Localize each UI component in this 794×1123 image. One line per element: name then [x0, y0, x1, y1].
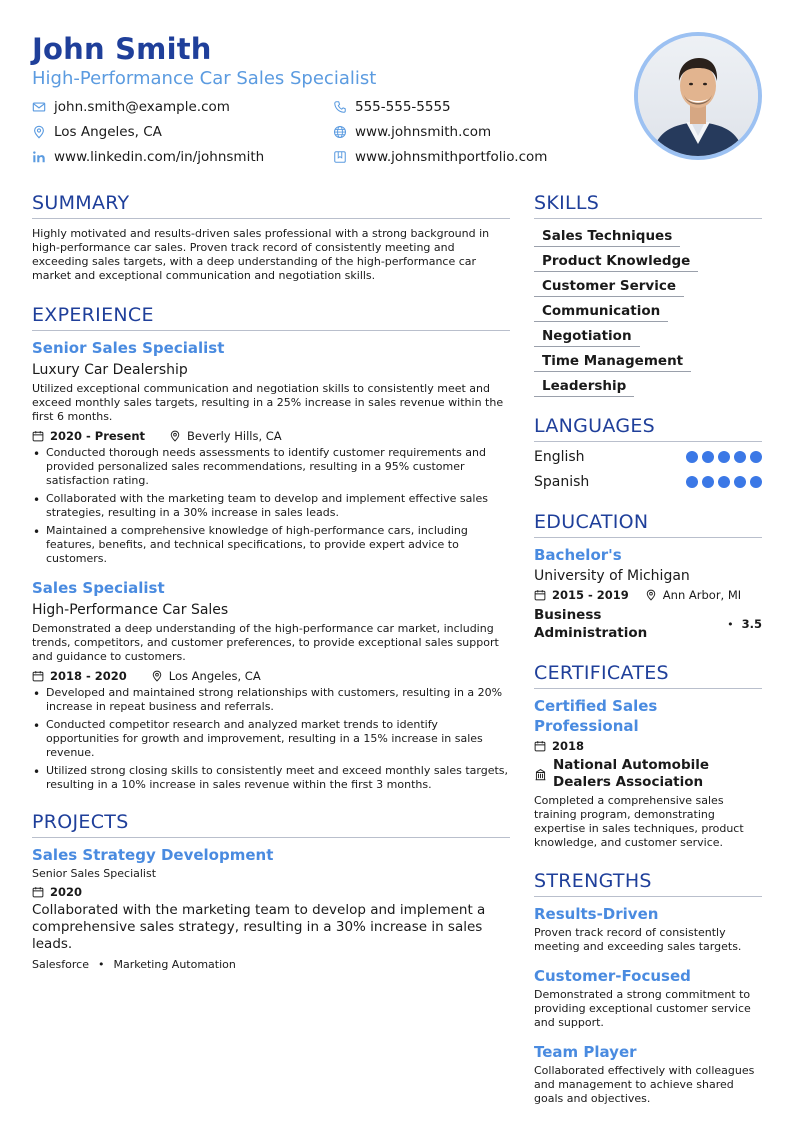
summary-text: Highly motivated and results-driven sales professional with a strong background in high-performance car sales. Proven track record of consistently meeting and exceeding sales targets, with a deep understanding of the high-performance car market and exceptional communication and negotiation skills. [32, 227, 490, 282]
experience-item [32, 578, 510, 792]
phone-icon [333, 100, 347, 114]
level-dot [750, 476, 762, 488]
linkedin-icon [32, 150, 46, 164]
skills-section [534, 190, 762, 397]
certificates-section [534, 660, 762, 850]
level-dot [686, 476, 698, 488]
experience-section [32, 302, 510, 792]
job-title: Senior Sales Specialist [32, 339, 225, 357]
job-meta [32, 428, 510, 444]
list-item: • Conducted competitor research and analyzed market trends to identify opportunities for growth and improvement, resulting in a 15% increase in sales revenue. [32, 718, 510, 760]
summary-section [32, 190, 510, 283]
website-text: www.johnsmith.com [355, 124, 492, 140]
language-level [686, 476, 762, 488]
strength-title: Team Player [534, 1043, 637, 1061]
skills-list [534, 225, 762, 397]
language-level [686, 451, 762, 463]
strengths-section [534, 868, 762, 1106]
language-name: English [534, 449, 585, 465]
project-meta [32, 884, 510, 900]
experience-item [32, 338, 510, 566]
calendar-icon [32, 430, 44, 442]
job-meta [32, 668, 510, 684]
certificate-title: Certified Sales Professional [534, 697, 658, 735]
summary-heading: SUMMARY [32, 190, 510, 219]
experience-heading: EXPERIENCE [32, 302, 510, 331]
globe-icon [333, 125, 347, 139]
map-pin-icon [645, 589, 657, 601]
list-item: • Maintained a comprehensive knowledge of high-performance cars, including features, benefits, and technical specifications, to provide expert advice to customers. [32, 524, 510, 566]
strength-item [534, 1042, 762, 1106]
calendar-icon [534, 740, 546, 752]
language-row [534, 473, 762, 491]
certificate-issuer-row [534, 757, 762, 791]
list-item: • Utilized strong closing skills to consistently meet and exceed monthly sales targets, resulting in a 10% increase in sales revenue within the first 3 months. [32, 764, 510, 792]
portfolio-icon [333, 150, 347, 164]
certificate-year: 2018 [552, 739, 585, 753]
calendar-icon [32, 670, 44, 682]
education-section [534, 509, 762, 642]
job-title: Sales Specialist [32, 579, 165, 597]
languages-section [534, 413, 762, 491]
location-text: Los Angeles, CA [54, 124, 162, 140]
list-item: • Conducted thorough needs assessments to identify customer requirements and provided personalized sales recommendations, resulting in a 95% customer satisfaction rating. [32, 446, 510, 488]
strength-title: Customer-Focused [534, 967, 691, 985]
project-tool: Marketing Automation [113, 958, 236, 971]
languages-heading: LANGUAGES [534, 413, 762, 442]
email-text: john.smith@example.com [54, 99, 230, 115]
strength-title: Results-Driven [534, 905, 659, 923]
skill-tag: Time Management [534, 352, 691, 372]
certificate-description: Completed a comprehensive sales training program, demonstrating expertise in sales techniques, product knowledge, and customer service. [534, 794, 744, 849]
project-tools [32, 958, 510, 972]
job-dates: 2020 - Present [50, 429, 146, 443]
level-dot [702, 476, 714, 488]
certificate-meta [534, 738, 762, 754]
list-item: • Developed and maintained strong relationships with customers, resulting in a 20% increase in repeat business and referrals. [32, 686, 510, 714]
skill-tag: Negotiation [534, 327, 640, 347]
linkedin-text: www.linkedin.com/in/johnsmith [54, 149, 265, 165]
strength-text: Demonstrated a strong commitment to providing exceptional customer service and support. [534, 988, 751, 1029]
project-item [32, 845, 510, 972]
map-pin-icon [169, 430, 181, 442]
company-name: High-Performance Car Sales [32, 602, 229, 618]
phone-text: 555-555-5555 [355, 99, 451, 115]
portfolio-text: www.johnsmithportfolio.com [355, 149, 548, 165]
education-heading: EDUCATION [534, 509, 762, 538]
language-row [534, 448, 762, 466]
contact-location [32, 123, 162, 141]
company-name: Luxury Car Dealership [32, 362, 188, 378]
job-location: Los Angeles, CA [168, 669, 261, 683]
building-icon [534, 768, 547, 781]
field-of-study: Business Administration [534, 607, 648, 641]
job-description: Demonstrated a deep understanding of the high-performance car market, including trends, competitors, and customer preferences, to provide exceptional sales support and guidance to customers. [32, 622, 499, 663]
project-tool: Salesforce [32, 958, 89, 971]
contact-portfolio[interactable] [333, 148, 547, 166]
certificates-heading: CERTIFICATES [534, 660, 762, 689]
list-item: • Collaborated with the marketing team to develop and implement effective sales strategies, resulting in a 30% increase in sales leads. [32, 492, 510, 520]
calendar-icon [32, 886, 44, 898]
education-location: Ann Arbor, MI [662, 588, 742, 602]
right-column [534, 190, 762, 1106]
contact-linkedin[interactable] [32, 148, 264, 166]
strength-text: Proven track record of consistently meeting and exceeding sales targets. [534, 926, 742, 953]
projects-section [32, 809, 510, 972]
candidate-title: High-Performance Car Sales Specialist [32, 68, 377, 89]
level-dot [734, 476, 746, 488]
tool-separator: • [97, 958, 105, 971]
gpa-separator: • [727, 617, 734, 631]
level-dot [718, 476, 730, 488]
skill-tag: Communication [534, 302, 668, 322]
education-dates: 2015 - 2019 [552, 588, 629, 602]
project-date: 2020 [50, 885, 83, 899]
resume-page [32, 30, 762, 1105]
profile-photo [634, 32, 762, 160]
skill-tag: Leadership [534, 377, 634, 397]
strength-text: Collaborated effectively with colleagues and management to achieve shared goals and objectives. [534, 1064, 755, 1105]
job-description: Utilized exceptional communication and negotiation skills to consistently meet and exceed monthly sales targets, resulting in a 25% increase in sales revenue within the first 6 months. [32, 382, 504, 423]
strengths-heading: STRENGTHS [534, 868, 762, 897]
skill-tag: Customer Service [534, 277, 684, 297]
map-pin-icon [32, 125, 46, 139]
contact-website[interactable] [333, 123, 491, 141]
project-title: Sales Strategy Development [32, 846, 274, 864]
certificate-issuer: National Automobile Dealers Association [553, 757, 710, 790]
strength-item [534, 904, 762, 954]
education-field-row [534, 606, 762, 642]
language-name: Spanish [534, 474, 590, 490]
project-description: Collaborated with the marketing team to develop and implement a comprehensive sales strategy, resulting in a 30% increase in sales leads. [32, 902, 486, 952]
skills-heading: SKILLS [534, 190, 762, 219]
job-bullets [32, 686, 510, 792]
project-role: Senior Sales Specialist [32, 867, 157, 880]
level-dot [750, 451, 762, 463]
education-meta [534, 587, 762, 603]
degree: Bachelor's [534, 546, 622, 564]
job-dates: 2018 - 2020 [50, 669, 127, 683]
mail-icon [32, 100, 46, 114]
school-name: University of Michigan [534, 568, 690, 584]
profile-photo-image [638, 36, 758, 156]
level-dot [686, 451, 698, 463]
strength-item [534, 966, 762, 1030]
contact-email[interactable] [32, 98, 230, 116]
job-location: Beverly Hills, CA [187, 429, 282, 443]
level-dot [734, 451, 746, 463]
skill-tag: Sales Techniques [534, 227, 680, 247]
contact-phone[interactable] [333, 98, 451, 116]
map-pin-icon [151, 670, 163, 682]
calendar-icon [534, 589, 546, 601]
level-dot [702, 451, 714, 463]
projects-heading: PROJECTS [32, 809, 510, 838]
skill-tag: Product Knowledge [534, 252, 698, 272]
job-bullets [32, 446, 510, 566]
level-dot [718, 451, 730, 463]
left-column [32, 190, 510, 972]
gpa-value: 3.5 [741, 617, 762, 631]
candidate-name: John Smith [32, 32, 212, 66]
